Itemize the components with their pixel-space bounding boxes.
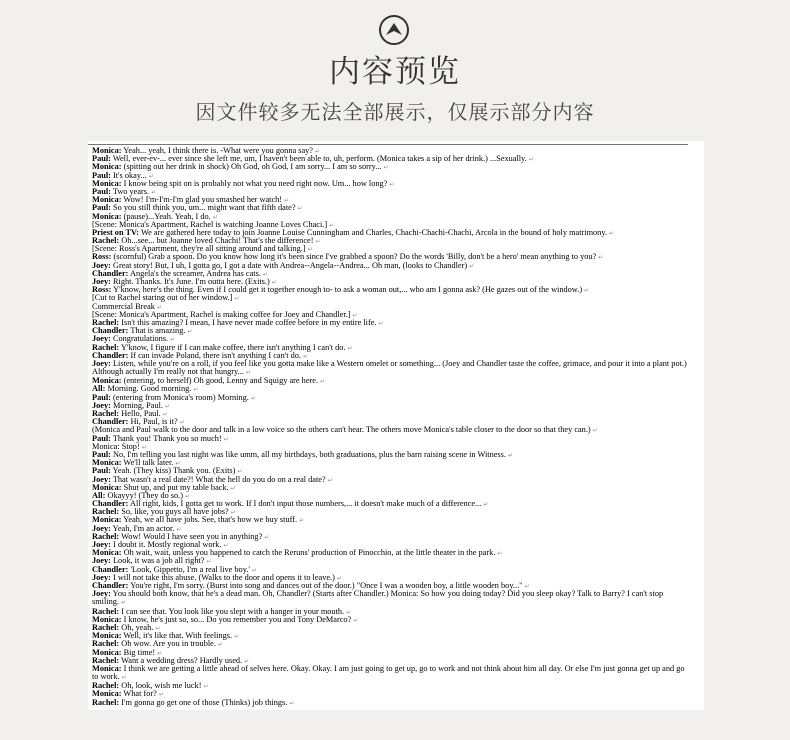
line-text: Wow! I'm-I'm-I'm glad you smashed her watch! xyxy=(121,195,283,205)
line-text: Monica: Stop! xyxy=(92,441,140,451)
line-text: Oh wait, wait, unless you happened to catch the Reruns' production of Pinocchio, at the little theater in the park. xyxy=(121,548,496,558)
paragraph-mark-icon: ↵ xyxy=(483,501,489,509)
speaker-name: Monica: xyxy=(92,548,122,558)
speaker-name: Monica: xyxy=(92,482,122,492)
line-text: Y'know, here's the thing. Even if I could get it together enough to- to ask a woman out,... who am I gonna ask? (He gazes out of the window.) xyxy=(111,285,583,295)
script-line xyxy=(92,451,692,459)
speaker-name: Joey: xyxy=(92,277,111,286)
paragraph-mark-icon: ↵ xyxy=(264,533,270,541)
speaker-name: Joey: xyxy=(92,589,111,599)
script-line xyxy=(92,402,692,410)
paragraph-mark-icon: ↵ xyxy=(584,287,590,295)
paragraph-mark-icon: ↵ xyxy=(497,550,503,558)
paragraph-mark-icon: ↵ xyxy=(170,336,176,344)
speaker-name: Rachel: xyxy=(92,681,120,691)
line-text: Yeah. (They kiss) Thank you. (Exits) xyxy=(110,466,236,476)
script-line xyxy=(92,682,692,690)
speaker-name: Joey: xyxy=(92,474,111,484)
line-text: (scornful) Grab a spoon. Do you know how long it's been since I've grabbed a spoon? Do the words 'Billy, don't be a hero' mean anything to you? xyxy=(111,252,597,262)
paragraph-mark-icon: ↵ xyxy=(162,411,168,419)
speaker-name: Joey: xyxy=(92,260,111,270)
speaker-name: Rachel: xyxy=(92,531,120,541)
speaker-name: Chandler: xyxy=(92,417,129,427)
line-text: I know, he's just so, so... Do you remember you and Tony DeMarco? xyxy=(121,614,352,624)
speaker-name: Rachel: xyxy=(92,606,120,616)
paragraph-mark-icon: ↵ xyxy=(307,246,313,254)
paragraph-mark-icon: ↵ xyxy=(598,254,604,262)
speaker-name: Monica: xyxy=(92,458,122,468)
page-subtitle: 因文件较多无法全部展示，仅展示部分内容 xyxy=(195,100,595,124)
speaker-name: Monica: xyxy=(92,376,122,386)
paragraph-mark-icon: ↵ xyxy=(193,386,199,394)
speaker-name: Paul: xyxy=(92,449,111,459)
paragraph-mark-icon: ↵ xyxy=(230,509,236,517)
script-line xyxy=(92,516,692,524)
paragraph-mark-icon: ↵ xyxy=(378,319,384,327)
speaker-name: Chandler: xyxy=(92,350,129,360)
paragraph-mark-icon: ↵ xyxy=(297,205,303,213)
paragraph-mark-icon: ↵ xyxy=(271,279,277,286)
line-text: I know being spit on is probably not what you need right now. Um... how long? xyxy=(121,178,388,188)
speaker-name: Paul: xyxy=(92,154,111,164)
paragraph-mark-icon: ↵ xyxy=(203,683,209,691)
line-text: Yeah... yeah, I think there is. -What were you gonna say? xyxy=(121,146,313,155)
script-line xyxy=(92,294,692,302)
script-line xyxy=(92,699,692,707)
line-text: Hello, Paul. xyxy=(119,409,161,419)
speaker-name: Joey: xyxy=(92,334,111,344)
line-text: Oh wow. Are you in trouble. xyxy=(119,639,216,649)
paragraph-mark-icon: ↵ xyxy=(151,188,157,196)
speaker-name: Chandler: xyxy=(92,564,129,574)
speaker-name: Monica: xyxy=(92,647,122,657)
paragraph-mark-icon: ↵ xyxy=(347,344,353,352)
line-text: So you still think you, um... might want that fifth date? xyxy=(110,203,296,213)
line-text: Hi, Paul, is it? xyxy=(128,417,178,427)
speaker-name: Monica: xyxy=(92,211,122,221)
speaker-name: Chandler: xyxy=(92,499,129,509)
line-text: Yeah, we all have jobs. See, that's how we buy stuff. xyxy=(121,515,298,525)
paragraph-mark-icon: ↵ xyxy=(234,633,240,641)
speaker-name: Paul: xyxy=(92,466,111,476)
speaker-name: Paul: xyxy=(92,203,111,213)
preview-header xyxy=(0,0,790,140)
line-text: We'll talk later. xyxy=(121,458,174,468)
line-text: Isn't this amazing? I mean, I have never made coffee before in my entire life. xyxy=(119,317,377,327)
paragraph-mark-icon: ↵ xyxy=(592,427,598,435)
script-line xyxy=(92,360,692,377)
line-text: Oh, look, wish me luck! xyxy=(119,681,202,691)
line-text: You're right, I'm sorry. (Burst into song and dances out of the door.) "Once I was a wooden boy, a little wooden boy..." xyxy=(128,580,523,590)
speaker-name: Ross: xyxy=(92,252,112,262)
paragraph-mark-icon: ↵ xyxy=(469,262,475,270)
speaker-name: Joey: xyxy=(92,556,111,566)
paragraph-mark-icon: ↵ xyxy=(148,172,154,180)
line-text: Listen, while you're on a roll, if you feel like you gotta make like a Western omelet or something... (Joey and Chandler taste the coffee, grimace, and pour it into a plant pot.) Although actually I'm really not that hungry... xyxy=(92,358,687,377)
line-text: (entering from Monica's room) Morning. xyxy=(110,392,249,402)
paragraph-mark-icon: ↵ xyxy=(383,164,389,172)
line-text: Oh, yeah. xyxy=(119,622,154,632)
line-text: That is amazing. xyxy=(128,326,186,336)
paragraph-mark-icon: ↵ xyxy=(206,558,212,566)
chevron-up-circle-icon xyxy=(378,14,410,46)
speaker-name: All: xyxy=(92,384,106,394)
speaker-name: Monica: xyxy=(92,146,122,155)
document-page xyxy=(88,141,704,710)
line-text: I think we are getting a little ahead of selves here. Okay. Okay. I am just going to get up, go to work and not think about him all day. Or else I'm just gonna get up and go to work. xyxy=(92,663,685,682)
speaker-name: Chandler: xyxy=(92,326,129,336)
paragraph-mark-icon: ↵ xyxy=(303,352,309,360)
speaker-name: Monica: xyxy=(92,515,122,525)
paragraph-mark-icon: ↵ xyxy=(524,582,530,590)
top-rule xyxy=(88,144,688,145)
paragraph-mark-icon: ↵ xyxy=(156,303,162,311)
paragraph-mark-icon: ↵ xyxy=(185,492,191,500)
speaker-name: Joey: xyxy=(92,540,111,550)
paragraph-mark-icon: ↵ xyxy=(234,295,240,303)
paragraph-mark-icon: ↵ xyxy=(289,699,295,707)
paragraph-mark-icon: ↵ xyxy=(609,229,615,237)
speaker-name: Paul: xyxy=(92,170,111,180)
script-line xyxy=(92,616,692,624)
script-line xyxy=(92,410,692,418)
line-text: I will not take this abuse. (Walks to the door and opens it to leave.) xyxy=(110,572,335,582)
paragraph-mark-icon: ↵ xyxy=(507,451,513,459)
line-text: (spitting out her drink in shock) Oh God, oh God, I am sorry... I am so sorry... xyxy=(121,162,382,172)
line-text: All right, kids, I gotta get to work. If I don't input those numbers,... it doesn't make much of a difference... xyxy=(128,499,482,509)
line-text: Wow! Would I have seen you in anything? xyxy=(119,531,263,541)
speaker-name: Monica: xyxy=(92,689,122,699)
line-text: [Scene: Ross's Apartment, they're all sitting around and talking.] xyxy=(92,244,306,254)
line-text: Want a wedding dress? Hardly used. xyxy=(119,655,243,665)
speaker-name: Rachel: xyxy=(92,409,120,419)
script-line xyxy=(92,435,692,443)
paragraph-mark-icon: ↵ xyxy=(217,641,223,649)
paragraph-mark-icon: ↵ xyxy=(155,624,161,632)
paragraph-mark-icon: ↵ xyxy=(120,599,127,607)
speaker-name: Joey: xyxy=(92,572,111,582)
paragraph-mark-icon: ↵ xyxy=(223,435,229,443)
speaker-name: Monica: xyxy=(92,195,122,205)
speaker-name: Chandler: xyxy=(92,580,129,590)
line-text: I can see that. You look like you slept with a hanger in your mouth. xyxy=(119,606,345,616)
line-text: Look, it was a job all right? xyxy=(110,556,205,566)
script-line xyxy=(92,640,692,648)
speaker-name: Rachel: xyxy=(92,317,120,327)
paragraph-mark-icon: ↵ xyxy=(121,674,127,682)
paragraph-mark-icon: ↵ xyxy=(230,484,236,492)
script-line xyxy=(92,163,692,171)
line-text: If can invade Poland, there isn't anything I can't do. xyxy=(128,350,301,360)
paragraph-mark-icon: ↵ xyxy=(389,180,395,188)
paragraph-mark-icon: ↵ xyxy=(346,608,352,616)
speaker-name: Paul: xyxy=(92,186,111,196)
line-text: Well, it's like that. With feelings. xyxy=(121,631,233,641)
page-title: 内容预览 xyxy=(329,54,461,90)
speaker-name: Monica: xyxy=(92,162,122,172)
line-text: It's okay... xyxy=(110,170,147,180)
script-line xyxy=(92,327,692,335)
script-line xyxy=(92,394,692,402)
script-line xyxy=(92,590,692,607)
speaker-name: Rachel: xyxy=(92,639,120,649)
speaker-name: Paul: xyxy=(92,392,111,402)
speaker-name: Rachel: xyxy=(92,342,120,352)
paragraph-mark-icon: ↵ xyxy=(315,238,321,246)
speaker-name: Monica: xyxy=(92,178,122,188)
line-text: Thank you! Thank you so much! xyxy=(110,433,222,443)
line-text: Big time! xyxy=(121,647,156,657)
speaker-name: All: xyxy=(92,490,106,500)
line-text: [Cut to Rachel staring out of her window.] xyxy=(92,293,233,303)
speaker-name: Rachel: xyxy=(92,655,120,665)
line-text: [Scene: Monica's Apartment, Rachel is watching Joanne Loves Chaci.] xyxy=(92,219,328,229)
paragraph-mark-icon: ↵ xyxy=(262,270,268,278)
paragraph-mark-icon: ↵ xyxy=(244,657,250,665)
line-text: So, like, you guys all have jobs? xyxy=(119,507,229,517)
line-text: Two years. xyxy=(110,186,150,196)
paragraph-mark-icon: ↵ xyxy=(157,649,163,657)
paragraph-mark-icon: ↵ xyxy=(314,148,320,155)
paragraph-mark-icon: ↵ xyxy=(329,221,335,229)
line-text: You should both know, that he's a dead man. Oh, Chandler? (Starts after Chandler.) Monica: So how you doing today? Did you sleep okay? Talk to Barry? I can't stop smiling. xyxy=(92,589,664,607)
line-text: We are gathered here today to join Joanne Louise Cunningham and Charles, Chachi-Chachi-Chachi, Arcola in the bound of holy matrimony. xyxy=(139,227,608,237)
speaker-name: Rachel: xyxy=(92,507,120,517)
line-text: No, I'm telling you last night was like umm, all my birthdays, both graduations, plus the barn raising scene in Witness. xyxy=(110,449,506,459)
paragraph-mark-icon: ↵ xyxy=(245,369,251,377)
speaker-name: Priest on TV: xyxy=(92,227,140,237)
paragraph-mark-icon: ↵ xyxy=(250,394,256,402)
line-text: Morning. Good morning. xyxy=(105,384,192,394)
paragraph-mark-icon: ↵ xyxy=(352,311,358,319)
speaker-name: Chandler: xyxy=(92,268,129,278)
paragraph-mark-icon: ↵ xyxy=(353,616,359,624)
speaker-name: Joey: xyxy=(92,358,111,368)
line-text: (entering, to herself) Oh good, Lenny and Squigy are here. xyxy=(121,376,319,386)
line-text: Oh...see... but Joanne loved Chachi! That's the difference! xyxy=(119,236,314,246)
paragraph-mark-icon: ↵ xyxy=(336,574,342,582)
script-line xyxy=(92,180,692,188)
speaker-name: Paul: xyxy=(92,433,111,443)
speaker-name: Joey: xyxy=(92,400,111,410)
line-text: Commercial Break xyxy=(92,301,155,311)
line-text: I doubt it. Mostly regional work. xyxy=(110,540,222,550)
paragraph-mark-icon: ↵ xyxy=(187,328,193,336)
paragraph-mark-icon: ↵ xyxy=(165,402,171,410)
speaker-name: Ross: xyxy=(92,285,112,295)
line-text: Yeah, I'm an actor. xyxy=(110,523,175,533)
speaker-name: Monica: xyxy=(92,631,122,641)
paragraph-mark-icon: ↵ xyxy=(223,542,229,550)
line-text: I'm gonna go get one of those (Thinks) job things. xyxy=(119,697,288,707)
line-text: Okayyy! (They do so.) xyxy=(105,490,184,500)
paragraph-mark-icon: ↵ xyxy=(327,476,333,484)
script-lines xyxy=(92,147,692,707)
paragraph-mark-icon: ↵ xyxy=(212,213,218,221)
line-text: [Scene: Monica's Apartment, Rachel is making coffee for Joey and Chandler.] xyxy=(92,309,351,319)
line-text: (Monica and Paul walk to the door and talk in a low voice so the others can't hear. The others move Monica's table closer to the door so that they can.) xyxy=(92,425,591,435)
paragraph-mark-icon: ↵ xyxy=(237,468,243,476)
script-line xyxy=(92,665,692,682)
speaker-name: Joey: xyxy=(92,523,111,533)
line-text: Shut up, and put my table back. xyxy=(121,482,229,492)
line-text: 'Look, Gippetto, I'm a real live boy.' xyxy=(128,564,250,574)
paragraph-mark-icon: ↵ xyxy=(141,443,147,451)
line-text: Morning, Paul. xyxy=(110,400,163,410)
line-text: Great story! But, I uh, I gotta go, I got a date with Andrea--Angela--Andrea... Oh man, (looks to Chandler) xyxy=(110,260,468,270)
paragraph-mark-icon: ↵ xyxy=(299,517,305,525)
paragraph-mark-icon: ↵ xyxy=(251,566,257,574)
line-text: Right. Thanks. It's June. I'm outta here. (Exits.) xyxy=(110,277,270,286)
paragraph-mark-icon: ↵ xyxy=(179,419,185,427)
paragraph-mark-icon: ↵ xyxy=(320,378,326,386)
line-text: Well, ever-ev-... ever since she left me, um, I haven't been able to, uh, perform. (Monica takes a sip of her drink.) ...Sexually. xyxy=(110,154,527,164)
paragraph-mark-icon: ↵ xyxy=(176,525,182,533)
line-text: What for? xyxy=(121,689,157,699)
line-text: Congratulations. xyxy=(110,334,169,344)
speaker-name: Monica: xyxy=(92,663,122,673)
paragraph-mark-icon: ↵ xyxy=(528,156,534,164)
paragraph-mark-icon: ↵ xyxy=(284,197,290,205)
speaker-name: Rachel: xyxy=(92,236,120,246)
speaker-name: Rachel: xyxy=(92,622,120,632)
line-text: (pause)...Yeah. Yeah, I do. xyxy=(121,211,211,221)
line-text: That wasn't a real date?! What the hell do you do on a real date? xyxy=(110,474,326,484)
speaker-name: Rachel: xyxy=(92,697,120,707)
line-text: Angela's the screamer, Andrea has cats. xyxy=(128,268,261,278)
line-text: Y'know, I figure if I can make coffee, there isn't anything I can't do. xyxy=(119,342,346,352)
speaker-name: Monica: xyxy=(92,614,122,624)
paragraph-mark-icon: ↵ xyxy=(175,460,181,468)
paragraph-mark-icon: ↵ xyxy=(158,691,164,699)
